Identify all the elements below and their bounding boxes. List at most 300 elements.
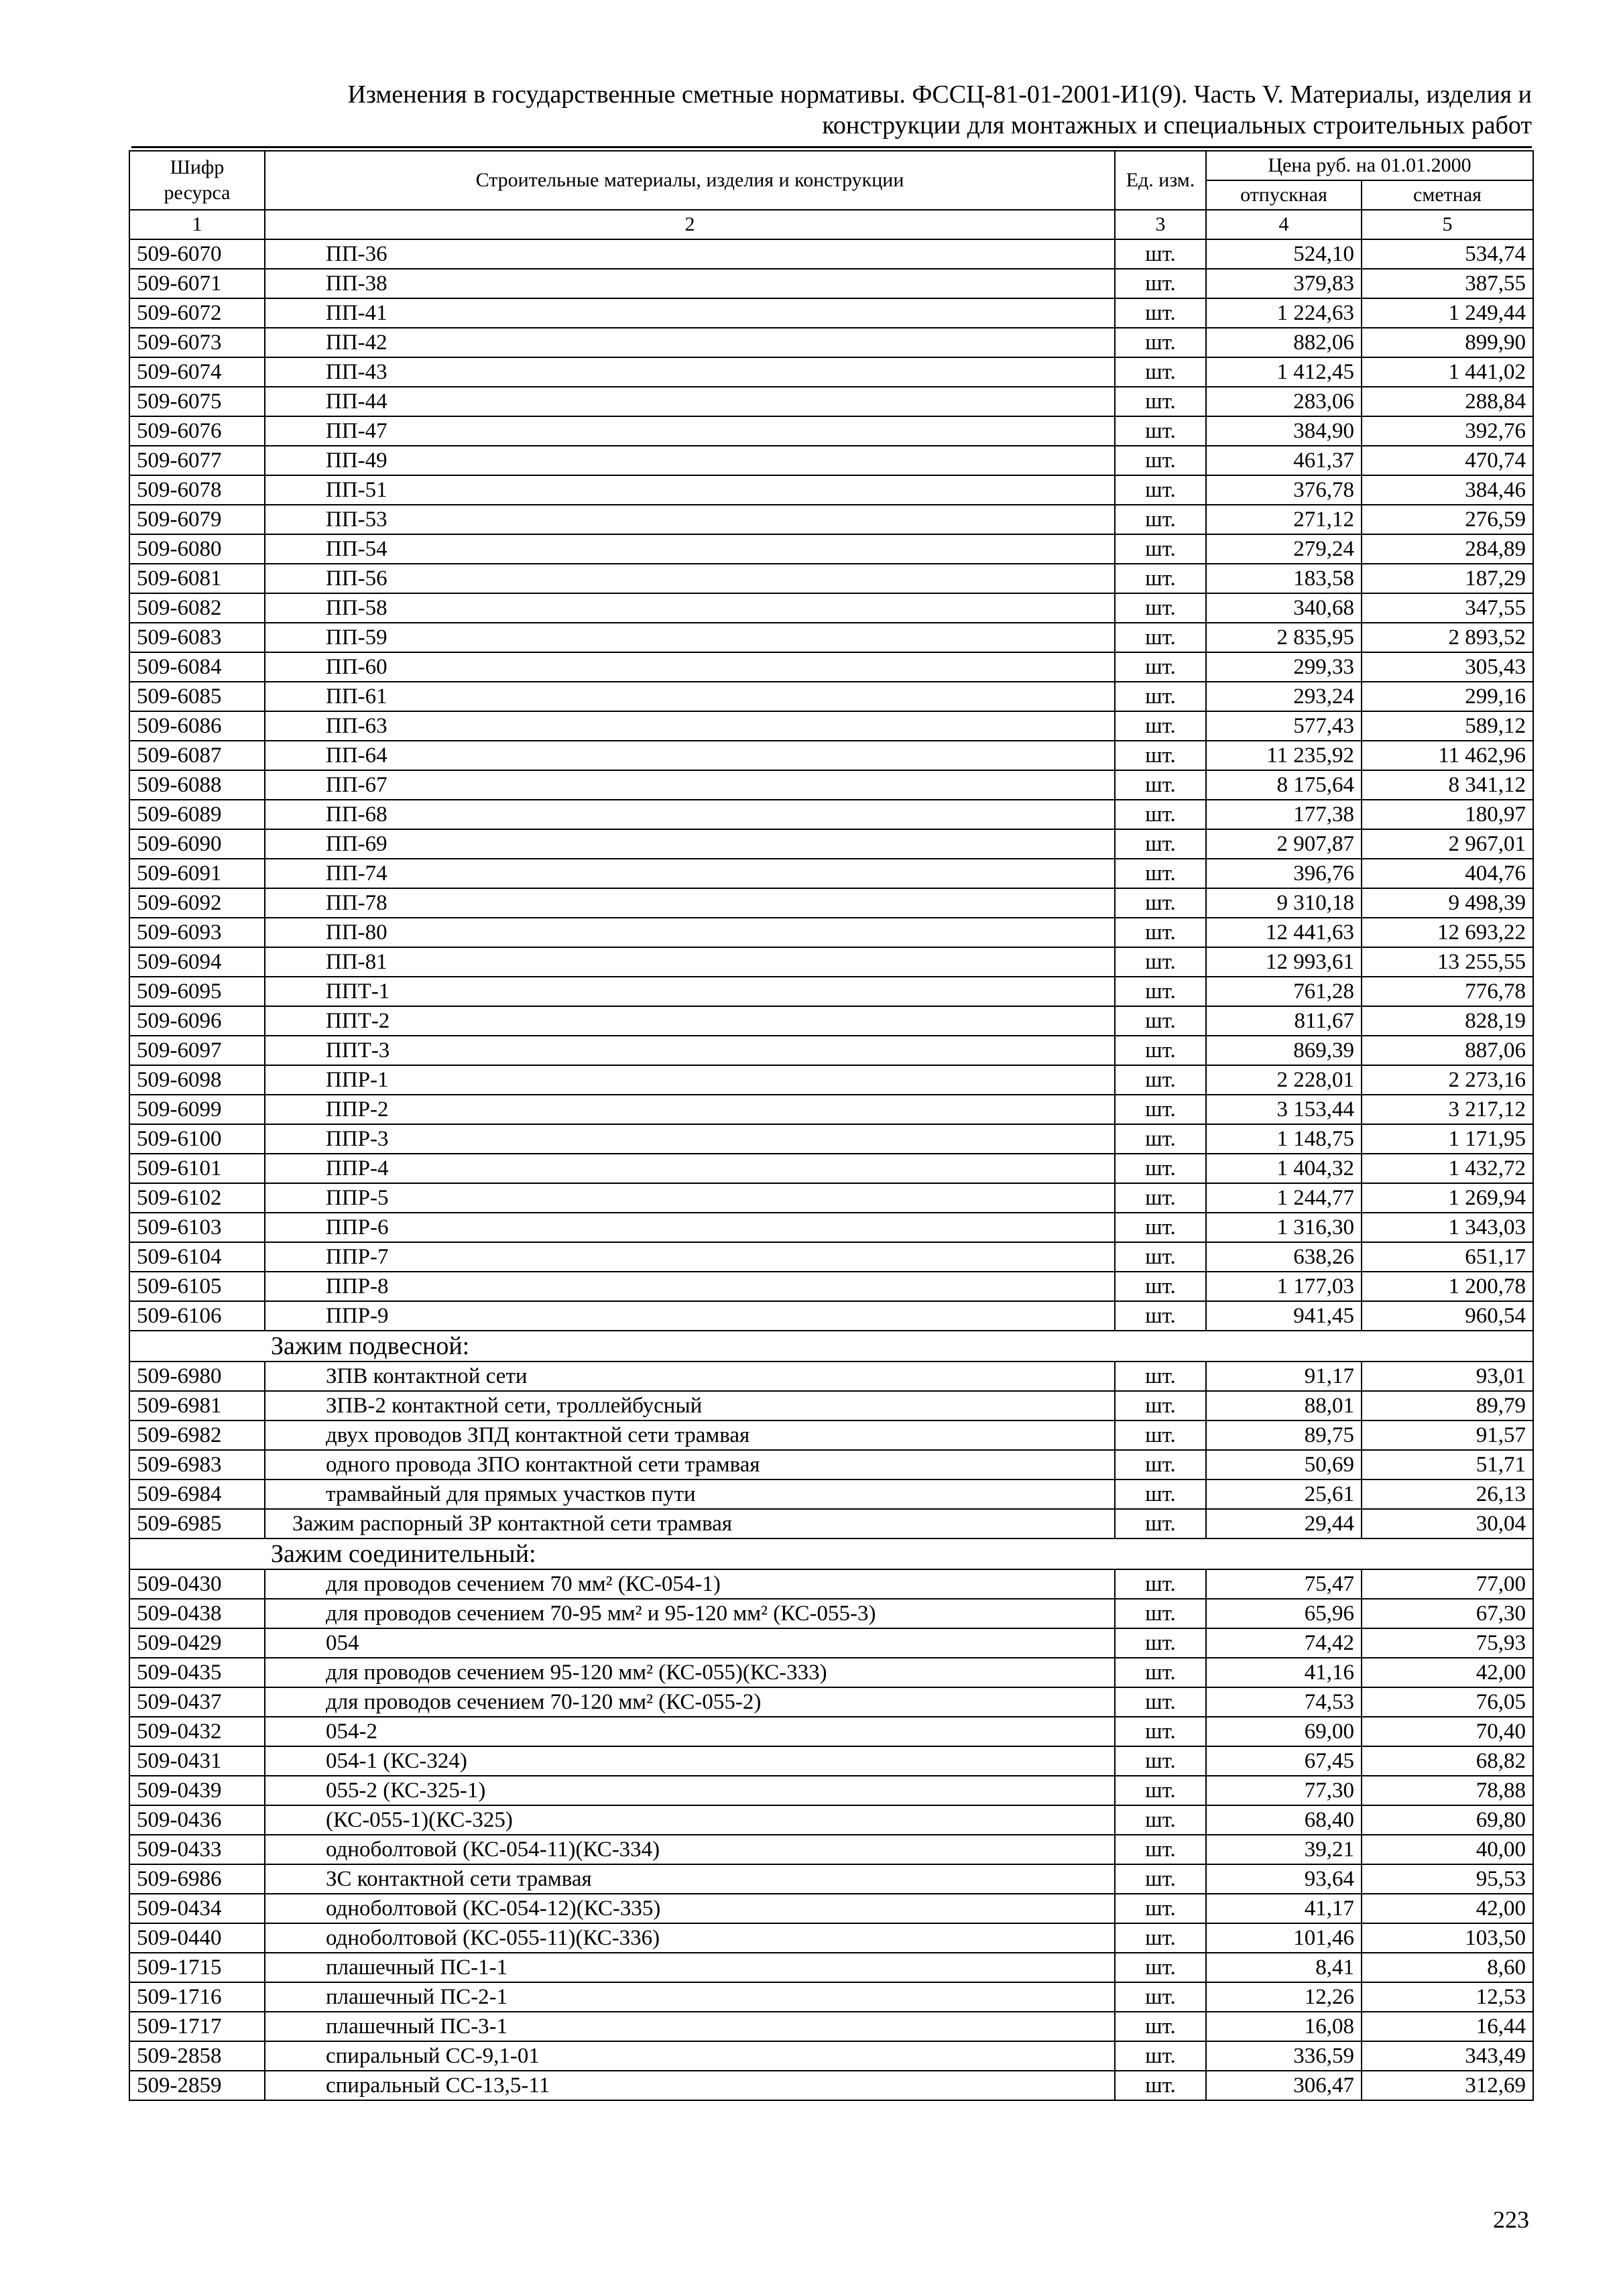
release-price-cell: 941,45 xyxy=(1206,1301,1362,1331)
estimate-price-cell: 387,55 xyxy=(1362,269,1533,298)
material-name-cell: плашечный ПС-3-1 xyxy=(265,2012,1115,2041)
material-name-cell: ПП-41 xyxy=(265,298,1115,328)
estimate-price-cell: 13 255,55 xyxy=(1362,947,1533,977)
estimate-price-cell: 67,30 xyxy=(1362,1599,1533,1628)
estimate-price-cell: 70,40 xyxy=(1362,1717,1533,1746)
unit-cell: шт. xyxy=(1115,1362,1206,1391)
unit-cell: шт. xyxy=(1115,357,1206,387)
estimate-price-cell: 2 273,16 xyxy=(1362,1065,1533,1095)
column-header-price: Цена руб. на 01.01.2000 xyxy=(1206,151,1533,180)
material-name-cell: ПП-51 xyxy=(265,475,1115,505)
material-name-cell: ПП-47 xyxy=(265,416,1115,446)
material-name-cell: ППР-1 xyxy=(265,1065,1115,1095)
material-name-cell: плашечный ПС-2-1 xyxy=(265,1982,1115,2012)
resource-code-cell: 509-6095 xyxy=(129,977,265,1006)
material-name-cell: одноболтовой (КС-054-12)(КС-335) xyxy=(265,1894,1115,1923)
table-row xyxy=(129,1835,1533,1864)
page-number: 223 xyxy=(1493,2206,1529,2233)
material-name-cell: 054-1 (КС-324) xyxy=(265,1746,1115,1776)
unit-cell: шт. xyxy=(1115,918,1206,947)
release-price-cell: 379,83 xyxy=(1206,269,1362,298)
unit-cell: шт. xyxy=(1115,564,1206,593)
estimate-price-cell: 776,78 xyxy=(1362,977,1533,1006)
release-price-cell: 376,78 xyxy=(1206,475,1362,505)
material-name-cell: ПП-38 xyxy=(265,269,1115,298)
table-row xyxy=(129,2012,1533,2041)
release-price-cell: 74,53 xyxy=(1206,1687,1362,1717)
release-price-cell: 1 244,77 xyxy=(1206,1183,1362,1213)
resource-code-cell: 509-6072 xyxy=(129,298,265,328)
estimate-price-cell: 1 200,78 xyxy=(1362,1272,1533,1301)
resource-code-cell: 509-6074 xyxy=(129,357,265,387)
table-row xyxy=(129,1628,1533,1658)
table-row xyxy=(129,741,1533,770)
estimate-price-cell: 392,76 xyxy=(1362,416,1533,446)
unit-cell: шт. xyxy=(1115,298,1206,328)
unit-cell: шт. xyxy=(1115,859,1206,888)
table-row xyxy=(129,918,1533,947)
release-price-cell: 101,46 xyxy=(1206,1923,1362,1953)
table-row xyxy=(129,800,1533,829)
release-price-cell: 1 412,45 xyxy=(1206,357,1362,387)
estimate-price-cell: 343,49 xyxy=(1362,2041,1533,2071)
estimate-price-cell: 2 967,01 xyxy=(1362,829,1533,859)
estimate-price-cell: 40,00 xyxy=(1362,1835,1533,1864)
table-row xyxy=(129,1213,1533,1242)
unit-cell: шт. xyxy=(1115,1805,1206,1835)
table-row xyxy=(129,623,1533,652)
unit-cell: шт. xyxy=(1115,2071,1206,2100)
release-price-cell: 577,43 xyxy=(1206,711,1362,741)
material-name-cell: ПП-58 xyxy=(265,593,1115,623)
resource-code-cell: 509-6075 xyxy=(129,387,265,416)
table-row xyxy=(129,1183,1533,1213)
table-row xyxy=(129,1124,1533,1154)
table-row xyxy=(129,1923,1533,1953)
estimate-price-cell: 1 171,95 xyxy=(1362,1124,1533,1154)
resource-code-cell: 509-6985 xyxy=(129,1509,265,1538)
estimate-price-cell: 589,12 xyxy=(1362,711,1533,741)
estimate-price-cell: 384,46 xyxy=(1362,475,1533,505)
table-row xyxy=(129,977,1533,1006)
release-price-cell: 12 993,61 xyxy=(1206,947,1362,977)
resource-code-cell: 509-6100 xyxy=(129,1124,265,1154)
release-price-cell: 283,06 xyxy=(1206,387,1362,416)
section-title: Зажим соединительный: xyxy=(129,1538,1533,1569)
resource-code-cell: 509-6105 xyxy=(129,1272,265,1301)
estimate-price-cell: 887,06 xyxy=(1362,1036,1533,1065)
column-number-5: 5 xyxy=(1362,210,1533,239)
unit-cell: шт. xyxy=(1115,387,1206,416)
release-price-cell: 12 441,63 xyxy=(1206,918,1362,947)
material-name-cell: ППР-8 xyxy=(265,1272,1115,1301)
table-row xyxy=(129,269,1533,298)
unit-cell: шт. xyxy=(1115,1599,1206,1628)
material-name-cell: ЗПВ контактной сети xyxy=(265,1362,1115,1391)
release-price-cell: 2 835,95 xyxy=(1206,623,1362,652)
resource-code-cell: 509-1715 xyxy=(129,1953,265,1982)
table-row xyxy=(129,1864,1533,1894)
material-name-cell: ПП-53 xyxy=(265,505,1115,534)
unit-cell: шт. xyxy=(1115,1864,1206,1894)
unit-cell: шт. xyxy=(1115,829,1206,859)
table-row xyxy=(129,1036,1533,1065)
release-price-cell: 11 235,92 xyxy=(1206,741,1362,770)
resource-code-cell: 509-6083 xyxy=(129,623,265,652)
release-price-cell: 12,26 xyxy=(1206,1982,1362,2012)
release-price-cell: 869,39 xyxy=(1206,1036,1362,1065)
material-name-cell: плашечный ПС-1-1 xyxy=(265,1953,1115,1982)
table-row xyxy=(129,1065,1533,1095)
resource-code-cell: 509-6073 xyxy=(129,328,265,357)
table-row xyxy=(129,1509,1533,1538)
material-name-cell: ПП-67 xyxy=(265,770,1115,800)
unit-cell: шт. xyxy=(1115,770,1206,800)
estimate-price-cell: 77,00 xyxy=(1362,1569,1533,1599)
unit-cell: шт. xyxy=(1115,1036,1206,1065)
unit-cell: шт. xyxy=(1115,888,1206,918)
estimate-price-cell: 299,16 xyxy=(1362,682,1533,711)
resource-code-cell: 509-1717 xyxy=(129,2012,265,2041)
unit-cell: шт. xyxy=(1115,652,1206,682)
estimate-price-cell: 75,93 xyxy=(1362,1628,1533,1658)
unit-cell: шт. xyxy=(1115,1569,1206,1599)
resource-code-cell: 509-6984 xyxy=(129,1479,265,1509)
resource-code-cell: 509-0433 xyxy=(129,1835,265,1864)
estimate-price-cell: 68,82 xyxy=(1362,1746,1533,1776)
estimate-price-cell: 26,13 xyxy=(1362,1479,1533,1509)
release-price-cell: 336,59 xyxy=(1206,2041,1362,2071)
resource-code-cell: 509-6986 xyxy=(129,1864,265,1894)
resource-code-cell: 509-6102 xyxy=(129,1183,265,1213)
material-name-cell: ППР-7 xyxy=(265,1242,1115,1272)
unit-cell: шт. xyxy=(1115,1242,1206,1272)
material-name-cell: для проводов сечением 70-120 мм² (КС-055-2) xyxy=(265,1687,1115,1717)
estimate-price-cell: 1 441,02 xyxy=(1362,357,1533,387)
release-price-cell: 183,58 xyxy=(1206,564,1362,593)
table-row xyxy=(129,1658,1533,1687)
resource-code-cell: 509-6093 xyxy=(129,918,265,947)
table-row xyxy=(129,711,1533,741)
material-name-cell: ПП-81 xyxy=(265,947,1115,977)
estimate-price-cell: 12 693,22 xyxy=(1362,918,1533,947)
material-name-cell: спиральный СС-9,1-01 xyxy=(265,2041,1115,2071)
estimate-price-cell: 16,44 xyxy=(1362,2012,1533,2041)
material-name-cell: ПП-61 xyxy=(265,682,1115,711)
unit-cell: шт. xyxy=(1115,1095,1206,1124)
resource-code-cell: 509-0436 xyxy=(129,1805,265,1835)
section-row xyxy=(129,1538,1533,1569)
estimate-price-cell: 1 249,44 xyxy=(1362,298,1533,328)
release-price-cell: 293,24 xyxy=(1206,682,1362,711)
material-name-cell: ПП-59 xyxy=(265,623,1115,652)
table-row xyxy=(129,1599,1533,1628)
table-row xyxy=(129,1154,1533,1183)
estimate-price-cell: 69,80 xyxy=(1362,1805,1533,1835)
release-price-cell: 8 175,64 xyxy=(1206,770,1362,800)
resource-code-cell: 509-6087 xyxy=(129,741,265,770)
table-row xyxy=(129,505,1533,534)
estimate-price-cell: 347,55 xyxy=(1362,593,1533,623)
unit-cell: шт. xyxy=(1115,977,1206,1006)
resource-code-cell: 509-1716 xyxy=(129,1982,265,2012)
unit-cell: шт. xyxy=(1115,1301,1206,1331)
release-price-cell: 8,41 xyxy=(1206,1953,1362,1982)
table-row xyxy=(129,1242,1533,1272)
estimate-price-cell: 89,79 xyxy=(1362,1391,1533,1421)
unit-cell: шт. xyxy=(1115,2012,1206,2041)
estimate-price-cell: 828,19 xyxy=(1362,1006,1533,1036)
release-price-cell: 299,33 xyxy=(1206,652,1362,682)
material-name-cell: ППР-4 xyxy=(265,1154,1115,1183)
unit-cell: шт. xyxy=(1115,1450,1206,1479)
material-name-cell: двух проводов ЗПД контактной сети трамвая xyxy=(265,1421,1115,1450)
unit-cell: шт. xyxy=(1115,1658,1206,1687)
release-price-cell: 882,06 xyxy=(1206,328,1362,357)
release-price-cell: 384,90 xyxy=(1206,416,1362,446)
material-name-cell: ППР-9 xyxy=(265,1301,1115,1331)
table-row xyxy=(129,770,1533,800)
material-name-cell: ПП-63 xyxy=(265,711,1115,741)
material-name-cell: ПП-54 xyxy=(265,534,1115,564)
table-row xyxy=(129,1301,1533,1331)
material-name-cell: (КС-055-1)(КС-325) xyxy=(265,1805,1115,1835)
estimate-price-cell: 305,43 xyxy=(1362,652,1533,682)
estimate-price-cell: 1 343,03 xyxy=(1362,1213,1533,1242)
material-name-cell: ППР-2 xyxy=(265,1095,1115,1124)
unit-cell: шт. xyxy=(1115,446,1206,475)
unit-cell: шт. xyxy=(1115,1628,1206,1658)
resource-code-cell: 509-6103 xyxy=(129,1213,265,1242)
material-name-cell: ПП-68 xyxy=(265,800,1115,829)
table-row xyxy=(129,1746,1533,1776)
estimate-price-cell: 12,53 xyxy=(1362,1982,1533,2012)
column-number-3: 3 xyxy=(1115,210,1206,239)
release-price-cell: 461,37 xyxy=(1206,446,1362,475)
unit-cell: шт. xyxy=(1115,1124,1206,1154)
resource-code-cell: 509-0431 xyxy=(129,1746,265,1776)
table-row xyxy=(129,239,1533,269)
material-name-cell: 054 xyxy=(265,1628,1115,1658)
estimate-price-cell: 42,00 xyxy=(1362,1658,1533,1687)
material-name-cell: ПП-44 xyxy=(265,387,1115,416)
unit-cell: шт. xyxy=(1115,1479,1206,1509)
table-row xyxy=(129,534,1533,564)
material-name-cell: ПП-56 xyxy=(265,564,1115,593)
estimate-price-cell: 960,54 xyxy=(1362,1301,1533,1331)
resource-code-cell: 509-6980 xyxy=(129,1362,265,1391)
unit-cell: шт. xyxy=(1115,1391,1206,1421)
column-number-1: 1 xyxy=(129,210,265,239)
document-header xyxy=(201,79,1532,141)
unit-cell: шт. xyxy=(1115,505,1206,534)
estimate-price-cell: 187,29 xyxy=(1362,564,1533,593)
release-price-cell: 271,12 xyxy=(1206,505,1362,534)
resource-code-cell: 509-6096 xyxy=(129,1006,265,1036)
estimate-price-cell: 288,84 xyxy=(1362,387,1533,416)
resource-code-cell: 509-6077 xyxy=(129,446,265,475)
material-name-cell: ПП-74 xyxy=(265,859,1115,888)
estimate-price-cell: 534,74 xyxy=(1362,239,1533,269)
release-price-cell: 39,21 xyxy=(1206,1835,1362,1864)
material-name-cell: ППР-3 xyxy=(265,1124,1115,1154)
unit-cell: шт. xyxy=(1115,623,1206,652)
unit-cell: шт. xyxy=(1115,1213,1206,1242)
estimate-price-cell: 93,01 xyxy=(1362,1362,1533,1391)
material-name-cell: спиральный СС-13,5-11 xyxy=(265,2071,1115,2100)
unit-cell: шт. xyxy=(1115,741,1206,770)
resource-code-cell: 509-6084 xyxy=(129,652,265,682)
release-price-cell: 25,61 xyxy=(1206,1479,1362,1509)
material-name-cell: ПП-42 xyxy=(265,328,1115,357)
release-price-cell: 9 310,18 xyxy=(1206,888,1362,918)
unit-cell: шт. xyxy=(1115,1183,1206,1213)
estimate-price-cell: 76,05 xyxy=(1362,1687,1533,1717)
release-price-cell: 16,08 xyxy=(1206,2012,1362,2041)
estimate-price-cell: 899,90 xyxy=(1362,328,1533,357)
release-price-cell: 340,68 xyxy=(1206,593,1362,623)
unit-cell: шт. xyxy=(1115,269,1206,298)
estimate-price-cell: 95,53 xyxy=(1362,1864,1533,1894)
price-table xyxy=(129,150,1534,2101)
release-price-cell: 2 228,01 xyxy=(1206,1065,1362,1095)
release-price-cell: 74,42 xyxy=(1206,1628,1362,1658)
column-header-release: отпускная xyxy=(1206,180,1362,210)
table-row xyxy=(129,1272,1533,1301)
unit-cell: шт. xyxy=(1115,328,1206,357)
release-price-cell: 1 404,32 xyxy=(1206,1154,1362,1183)
material-name-cell: одноболтовой (КС-055-11)(КС-336) xyxy=(265,1923,1115,1953)
resource-code-cell: 509-6983 xyxy=(129,1450,265,1479)
resource-code-cell: 509-6081 xyxy=(129,564,265,593)
material-name-cell: для проводов сечением 70-95 мм² и 95-120 мм² (КС-055-3) xyxy=(265,1599,1115,1628)
unit-cell: шт. xyxy=(1115,593,1206,623)
material-name-cell: ПП-36 xyxy=(265,239,1115,269)
column-number-4: 4 xyxy=(1206,210,1362,239)
estimate-price-cell: 3 217,12 xyxy=(1362,1095,1533,1124)
column-header-name: Строительные материалы, изделия и конструкции xyxy=(265,151,1115,210)
resource-code-cell: 509-0440 xyxy=(129,1923,265,1953)
table-row xyxy=(129,1687,1533,1717)
estimate-price-cell: 470,74 xyxy=(1362,446,1533,475)
resource-code-cell: 509-6097 xyxy=(129,1036,265,1065)
table-row xyxy=(129,1479,1533,1509)
unit-cell: шт. xyxy=(1115,1509,1206,1538)
header-rule xyxy=(131,146,1532,148)
resource-code-cell: 509-0432 xyxy=(129,1717,265,1746)
table-row xyxy=(129,1717,1533,1746)
release-price-cell: 65,96 xyxy=(1206,1599,1362,1628)
estimate-price-cell: 312,69 xyxy=(1362,2071,1533,2100)
release-price-cell: 3 153,44 xyxy=(1206,1095,1362,1124)
resource-code-cell: 509-6085 xyxy=(129,682,265,711)
unit-cell: шт. xyxy=(1115,1746,1206,1776)
resource-code-cell: 509-6101 xyxy=(129,1154,265,1183)
release-price-cell: 93,64 xyxy=(1206,1864,1362,1894)
release-price-cell: 2 907,87 xyxy=(1206,829,1362,859)
material-name-cell: для проводов сечением 70 мм² (КС-054-1) xyxy=(265,1569,1115,1599)
release-price-cell: 811,67 xyxy=(1206,1006,1362,1036)
unit-cell: шт. xyxy=(1115,947,1206,977)
material-name-cell: ПП-78 xyxy=(265,888,1115,918)
estimate-price-cell: 42,00 xyxy=(1362,1894,1533,1923)
estimate-price-cell: 284,89 xyxy=(1362,534,1533,564)
table-row xyxy=(129,564,1533,593)
column-number-2: 2 xyxy=(265,210,1115,239)
resource-code-cell: 509-0434 xyxy=(129,1894,265,1923)
resource-code-cell: 509-0437 xyxy=(129,1687,265,1717)
table-body xyxy=(129,239,1533,2100)
estimate-price-cell: 78,88 xyxy=(1362,1776,1533,1805)
unit-cell: шт. xyxy=(1115,1717,1206,1746)
resource-code-cell: 509-6079 xyxy=(129,505,265,534)
table-row xyxy=(129,829,1533,859)
table-row xyxy=(129,446,1533,475)
unit-cell: шт. xyxy=(1115,2041,1206,2071)
resource-code-cell: 509-6089 xyxy=(129,800,265,829)
resource-code-cell: 509-6104 xyxy=(129,1242,265,1272)
release-price-cell: 306,47 xyxy=(1206,2071,1362,2100)
table-row xyxy=(129,298,1533,328)
unit-cell: шт. xyxy=(1115,1272,1206,1301)
release-price-cell: 396,76 xyxy=(1206,859,1362,888)
resource-code-cell: 509-6090 xyxy=(129,829,265,859)
release-price-cell: 1 316,30 xyxy=(1206,1213,1362,1242)
material-name-cell: ППТ-3 xyxy=(265,1036,1115,1065)
column-header-code: Шифр ресурса xyxy=(129,151,265,210)
unit-cell: шт. xyxy=(1115,1776,1206,1805)
header-line-2: конструкции для монтажных и специальных строительных работ xyxy=(822,111,1532,139)
unit-cell: шт. xyxy=(1115,1006,1206,1036)
release-price-cell: 279,24 xyxy=(1206,534,1362,564)
resource-code-cell: 509-6092 xyxy=(129,888,265,918)
estimate-price-cell: 180,97 xyxy=(1362,800,1533,829)
table-row xyxy=(129,1805,1533,1835)
table-row xyxy=(129,1095,1533,1124)
column-header-estimate: сметная xyxy=(1362,180,1533,210)
unit-cell: шт. xyxy=(1115,1835,1206,1864)
resource-code-cell: 509-0435 xyxy=(129,1658,265,1687)
release-price-cell: 524,10 xyxy=(1206,239,1362,269)
unit-cell: шт. xyxy=(1115,1421,1206,1450)
release-price-cell: 67,45 xyxy=(1206,1746,1362,1776)
release-price-cell: 88,01 xyxy=(1206,1391,1362,1421)
unit-cell: шт. xyxy=(1115,711,1206,741)
table-row xyxy=(129,1569,1533,1599)
release-price-cell: 89,75 xyxy=(1206,1421,1362,1450)
resource-code-cell: 509-6070 xyxy=(129,239,265,269)
resource-code-cell: 509-6981 xyxy=(129,1391,265,1421)
resource-code-cell: 509-6098 xyxy=(129,1065,265,1095)
table-header xyxy=(129,151,1533,239)
unit-cell: шт. xyxy=(1115,534,1206,564)
release-price-cell: 69,00 xyxy=(1206,1717,1362,1746)
material-name-cell: ПП-49 xyxy=(265,446,1115,475)
resource-code-cell: 509-6088 xyxy=(129,770,265,800)
estimate-price-cell: 651,17 xyxy=(1362,1242,1533,1272)
material-name-cell: 055-2 (КС-325-1) xyxy=(265,1776,1115,1805)
resource-code-cell: 509-0430 xyxy=(129,1569,265,1599)
material-name-cell: Зажим распорный ЗР контактной сети трамвая xyxy=(265,1509,1115,1538)
material-name-cell: трамвайный для прямых участков пути xyxy=(265,1479,1115,1509)
material-name-cell: ППТ-2 xyxy=(265,1006,1115,1036)
table-row xyxy=(129,2041,1533,2071)
release-price-cell: 177,38 xyxy=(1206,800,1362,829)
resource-code-cell: 509-6086 xyxy=(129,711,265,741)
resource-code-cell: 509-2858 xyxy=(129,2041,265,2071)
estimate-price-cell: 91,57 xyxy=(1362,1421,1533,1450)
release-price-cell: 91,17 xyxy=(1206,1362,1362,1391)
